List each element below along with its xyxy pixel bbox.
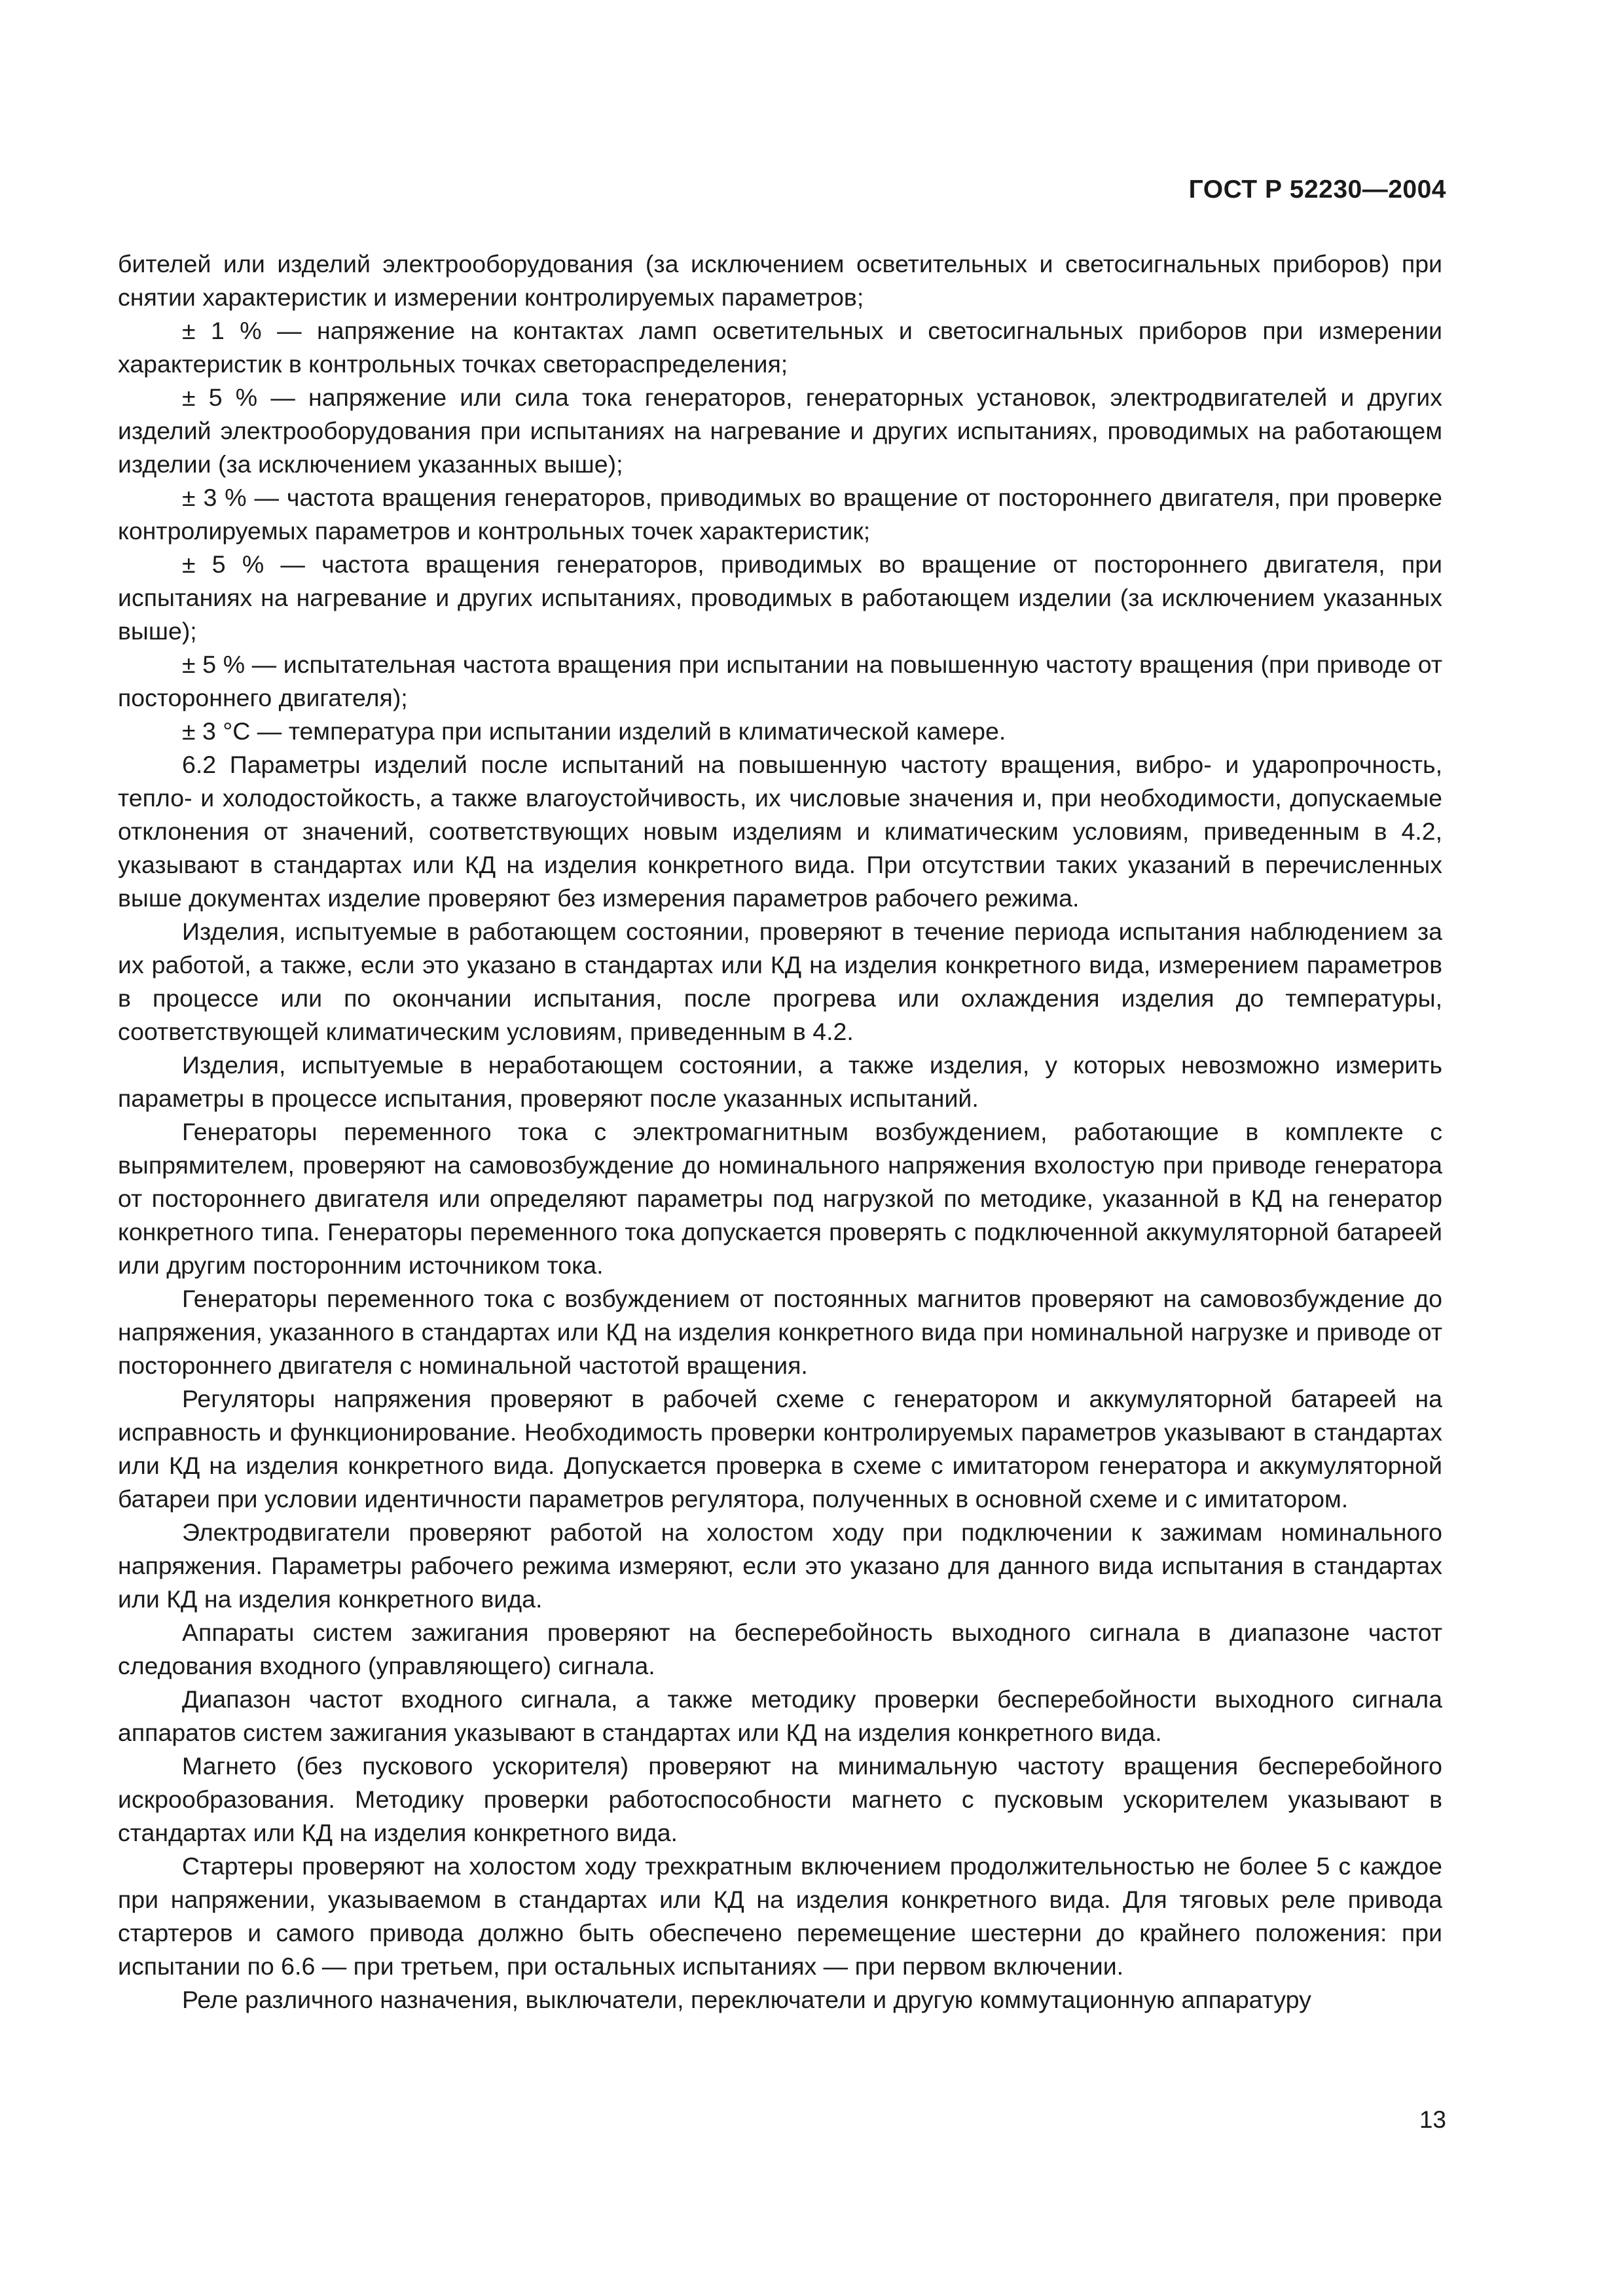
paragraph: Реле различного назначения, выключатели, переключатели и другую коммутационную аппаратуру bbox=[182, 1986, 1311, 2013]
paragraph: ± 5 % — испытательная частота вращения при испытании на повышенную частоту вращения (при приводе от постороннего двигателя); bbox=[118, 651, 1442, 711]
paragraph: Регуляторы напряжения проверяют в рабочей схеме с генератором и аккумуляторной батареей на исправность и функционирование. Необходимость проверки контролируемых параметров указывают в стандартах или КД на изделия конкретного вида. Допускается проверка в схеме с имитатором генератора и аккумуляторной батареи при условии идентичности параметров регулятора, полученных в основной схеме и с имитатором. bbox=[118, 1385, 1442, 1513]
standard-code-header: ГОСТ Р 52230—2004 bbox=[1188, 175, 1446, 204]
section-paragraph-6-2: 6.2 Параметры изделий после испытаний на повышенную частоту вращения, вибро- и ударопрочность, тепло- и холодостойкость, а также влагоустойчивость, их числовые значения и, при необходимости, допускаемые отклонения от значений, соответствующих новым изделиям и климатическим условиям, приведенным в 4.2, указывают в стандартах или КД на изделия конкретного вида. При отсутствии таких указаний в перечисленных выше документах изделие проверяют без измерения параметров рабочего режима. bbox=[118, 751, 1442, 912]
page-number: 13 bbox=[1419, 2106, 1446, 2133]
paragraph: Электродвигатели проверяют работой на холостом ходу при подключении к зажимам номинального напряжения. Параметры рабочего режима измеряют, если это указано для данного вида испытания в стандартах или КД на изделия конкретного вида. bbox=[118, 1518, 1442, 1613]
paragraph: Генераторы переменного тока с электромагнитным возбуждением, работающие в комплекте с выпрямителем, проверяют на самовозбуждение до номинального напряжения вхолостую при приводе генератора от постороннего двигателя или определяют параметры под нагрузкой по методике, указанной в КД на генератор конкретного типа. Генераторы переменного тока допускается проверять с подключенной аккумуляторной батареей или другим посторонним источником тока. bbox=[118, 1118, 1442, 1279]
paragraph: ± 5 % — напряжение или сила тока генераторов, генераторных установок, электродвигателей и других изделий электрооборудования при испытаниях на нагревание и других испытаниях, проводимых на работающем изделии (за исключением указанных выше); bbox=[118, 384, 1442, 478]
document-body bbox=[118, 247, 1442, 2017]
paragraph: ± 3 % — частота вращения генераторов, приводимых во вращение от постороннего двигателя, при проверке контролируемых параметров и контрольных точек характеристик; bbox=[118, 484, 1442, 545]
paragraph: ± 1 % — напряжение на контактах ламп осветительных и светосигнальных приборов при измерении характеристик в контрольных точках светораспределения; bbox=[118, 317, 1442, 378]
paragraph: Аппараты систем зажигания проверяют на бесперебойность выходного сигнала в диапазоне частот следования входного (управляющего) сигнала. bbox=[118, 1619, 1442, 1679]
paragraph: Изделия, испытуемые в работающем состоянии, проверяют в течение периода испытания наблюдением за их работой, а также, если это указано в стандартах или КД на изделия конкретного вида, измерением параметров в процессе или по окончании испытания, после прогрева или охлаждения изделия до температуры, соответствующей климатическим условиям, приведенным в 4.2. bbox=[118, 918, 1442, 1045]
paragraph: Диапазон частот входного сигнала, а также методику проверки бесперебойности выходного сигнала аппаратов систем зажигания указывают в стандартах или КД на изделия конкретного вида. bbox=[118, 1685, 1442, 1746]
paragraph: ± 5 % — частота вращения генераторов, приводимых во вращение от постороннего двигателя, при испытаниях на нагревание и других испытаниях, проводимых в работающем изделии (за исключением указанных выше); bbox=[118, 550, 1442, 645]
paragraph: ± 3 °С — температура при испытании изделий в климатической камере. bbox=[182, 717, 1006, 745]
paragraph: Генераторы переменного тока с возбуждением от постоянных магнитов проверяют на самовозбуждение до напряжения, указанного в стандартах или КД на изделия конкретного вида при номинальной нагрузке и приводе от постороннего двигателя с номинальной частотой вращения. bbox=[118, 1285, 1442, 1379]
paragraph: Магнето (без пускового ускорителя) проверяют на минимальную частоту вращения бесперебойного искрообразования. Методику проверки работоспособности магнето с пусковым ускорителем указывают в стандартах или КД на изделия конкретного вида. bbox=[118, 1752, 1442, 1846]
paragraph: бителей или изделий электрооборудования (за исключением осветительных и светосигнальных приборов) при снятии характеристик и измерении контролируемых параметров; bbox=[118, 250, 1442, 311]
paragraph: Стартеры проверяют на холостом ходу трехкратным включением продолжительностью не более 5 с каждое при напряжении, указываемом в стандартах или КД на изделия конкретного вида. Для тяговых реле привода стартеров и самого привода должно быть обеспечено перемещение шестерни до крайнего положения: при испытании по 6.6 — при третьем, при остальных испытаниях — при первом включении. bbox=[118, 1852, 1442, 1980]
paragraph: Изделия, испытуемые в неработающем состоянии, а также изделия, у которых невозможно измерить параметры в процессе испытания, проверяют после указанных испытаний. bbox=[118, 1051, 1442, 1112]
